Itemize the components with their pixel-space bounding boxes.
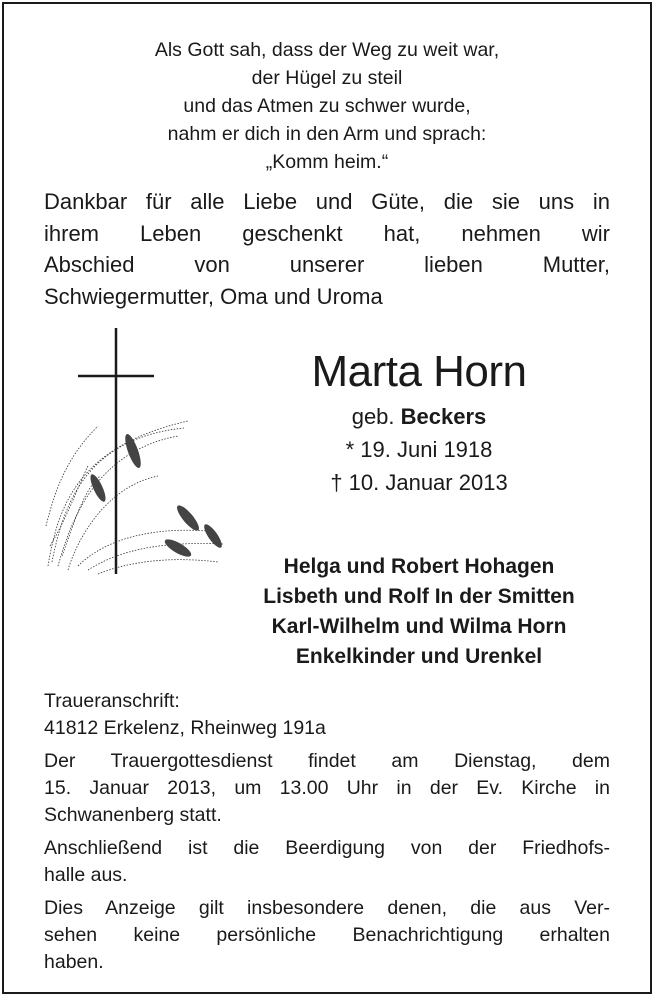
birth-name bbox=[284, 400, 554, 433]
wheat-ears bbox=[88, 432, 225, 559]
mourner-line: Karl-Wilhelm und Wilma Horn bbox=[271, 615, 567, 638]
address-paragraph bbox=[44, 688, 610, 742]
address-value: 41812 Erkelenz, Rheinweg 191a bbox=[44, 717, 326, 739]
intro-line: Schwiegermutter, Oma und Uroma bbox=[44, 283, 383, 309]
cross-icon bbox=[78, 328, 154, 574]
intro-line: ihrem Leben geschenkt hat, nehmen wir bbox=[44, 220, 610, 246]
deceased-block bbox=[284, 344, 554, 499]
intro-line: Abschied von unserer lieben Mutter, bbox=[44, 252, 610, 277]
service-line: 15. Januar 2013, um 13.00 Uhr in der Ev. Kirche in bbox=[44, 777, 610, 799]
mourner-line: Helga und Robert Hohagen bbox=[283, 555, 555, 578]
birth-name-value: Beckers bbox=[400, 404, 487, 429]
deceased-name: Marta Horn bbox=[311, 347, 527, 396]
notice-line: Dies Anzeige gilt insbesondere denen, die aus Ver- bbox=[44, 897, 610, 919]
burial-line: Anschließend ist die Beerdigung von der Friedhofs- bbox=[44, 837, 610, 859]
death-date: † 10. Januar 2013 bbox=[330, 470, 508, 495]
service-line: Schwanenberg statt. bbox=[44, 804, 222, 826]
cross-and-wheat-illustration bbox=[38, 326, 238, 576]
service-paragraph bbox=[44, 748, 610, 829]
intro-paragraph bbox=[44, 186, 610, 312]
birth-date: * 19. Juni 1918 bbox=[345, 437, 493, 462]
notice-line: haben. bbox=[44, 951, 104, 973]
poem bbox=[4, 36, 650, 176]
notice-line: sehen keine persönliche Benachrichtigung erhalten bbox=[44, 924, 610, 946]
intro-line: Dankbar für alle Liebe und Güte, die sie uns in bbox=[44, 189, 610, 214]
mourners-list bbox=[204, 552, 634, 672]
notice-paragraph bbox=[44, 895, 610, 976]
burial-paragraph bbox=[44, 835, 610, 889]
service-line: Der Trauergottesdienst findet am Dienstag, dem bbox=[44, 750, 610, 772]
address-label: Traueranschrift: bbox=[44, 690, 180, 712]
poem-line: „Komm heim.“ bbox=[265, 151, 389, 173]
poem-line: Als Gott sah, dass der Weg zu weit war, bbox=[154, 39, 500, 61]
mourner-line: Enkelkinder und Urenkel bbox=[295, 645, 543, 668]
obituary-notice bbox=[2, 2, 652, 994]
poem-line: der Hügel zu steil bbox=[251, 67, 403, 89]
mourner-line: Lisbeth und Rolf In der Smitten bbox=[263, 585, 575, 608]
birth-name-prefix: geb. bbox=[351, 404, 395, 429]
poem-line: nahm er dich in den Arm und sprach: bbox=[167, 123, 487, 145]
details-section bbox=[44, 688, 610, 982]
poem-line: und das Atmen zu schwer wurde, bbox=[183, 95, 471, 117]
burial-line: halle aus. bbox=[44, 864, 128, 886]
